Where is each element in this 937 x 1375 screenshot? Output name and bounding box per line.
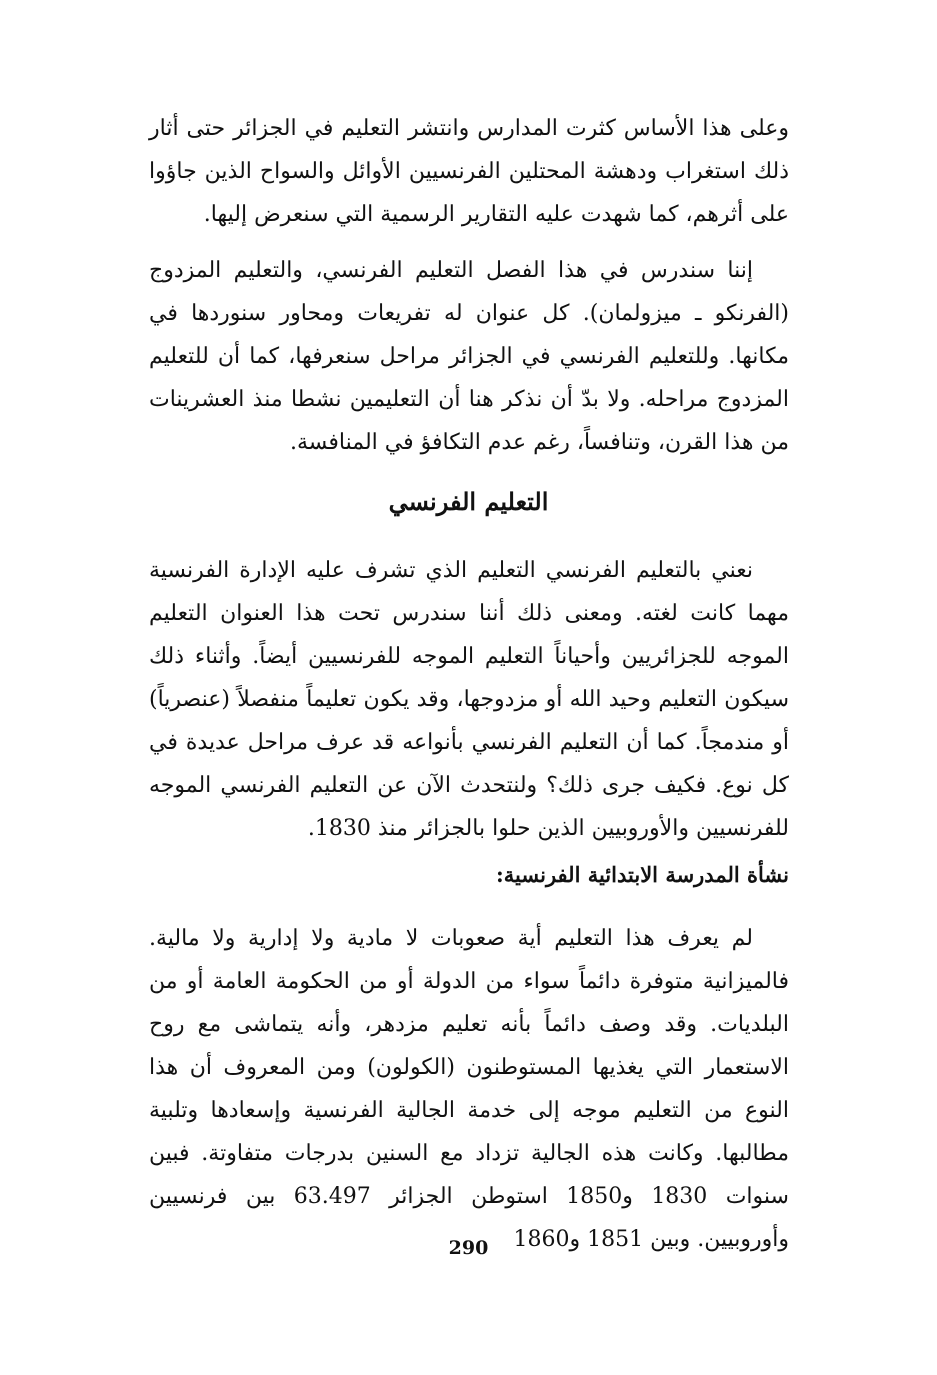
paragraph-1: وعلى هذا الأساس كثرت المدارس وانتشر التعليم في الجزائر حتى أثار ذلك استغراب ودهشة المحتلين الفرنسيين الأوائل والسواح الذين جاؤوا على أثرهم، كما شهدت عليه التقارير الرسمية التي سنعرض إليها. [149,116,790,227]
paragraph-3: نعني بالتعليم الفرنسي التعليم الذي تشرف عليه الإدارة الفرنسية مهما كانت لغته. ومعنى ذلك أننا سندرس تحت هذا العنوان التعليم الموجه للجزائريين وأحياناً التعليم الموجه للفرنسيين أيضاً. وأثناء ذلك سيكون التعليم وحيد الله أو مزدوجها، وقد يكون تعليماً منفصلاً (عنصرياً) أو مندمجاً. كما أن التعليم الفرنسي بأنواعه قد عرف مراحل عديدة في كل نوع. فكيف جرى ذلك؟ ولنتحدث الآن عن التعليم الفرنسي الموجه للفرنسيين والأوروبيين الذين حلوا بالجزائر منذ 1830. [149,558,789,841]
page-number: 290 [448,1237,489,1259]
section-heading: التعليم الفرنسي [388,487,549,516]
paragraph-2: إننا سندرس في هذا الفصل التعليم الفرنسي، والتعليم المزدوج (الفرنكو ـ ميزولمان). كل عنوان له تفريعات ومحاور سنوردها في مكانها. وللتعليم الفرنسي في الجزائر مراحل سنعرفها، كما أن للتعليم المزدوج مراحله. ولا بدّ أن نذكر هنا أن التعليمين نشطا منذ العشرينات من هذا القرن، وتنافساً، رغم عدم التكافؤ في المنافسة. [149,258,789,455]
paragraph-4: لم يعرف هذا التعليم أية صعوبات لا مادية ولا إدارية ولا مالية. فالميزانية متوفرة دائماً سواء من الدولة أو من الحكومة العامة أو من البلديات. وقد وصف دائماً بأنه تعليم مزدهر، وأنه يتماشى مع روح الاستعمار التي يغذيها المستوطنون (الكولون) ومن المعروف أن هذا النوع من التعليم موجه إلى خدمة الجالية الفرنسية وإسعادها وتلبية مطالبها. وكانت هذه الجالية تزداد مع السنين بدرجات متفاوتة. فبين سنوات 1830 و1850 استوطن الجزائر 63.497 بين فرنسيين وأوروبيين. وبين 1851 و1860 [149,926,789,1252]
sub-heading: نشأة المدرسة الابتدائية الفرنسية: [496,862,789,887]
